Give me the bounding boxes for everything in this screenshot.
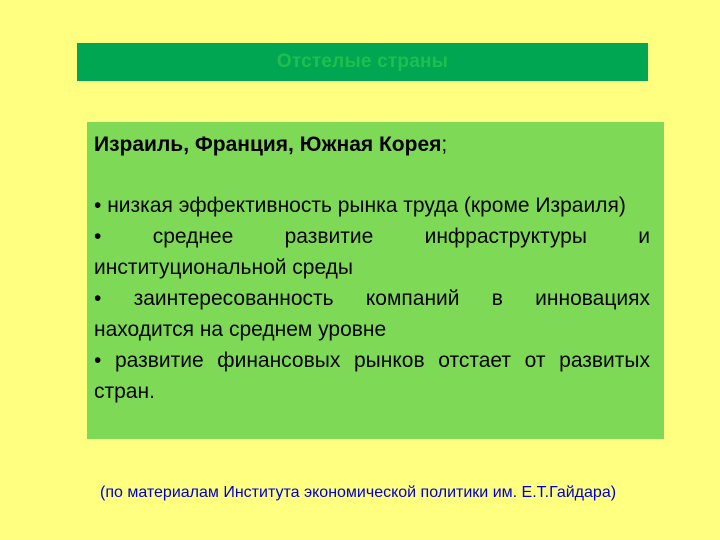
bullet-text: низкая эффективность рынка труда (кроме Израиля) <box>107 194 626 217</box>
bullet-text: заинтересованность компаний в инновациях находится на среднем уровне <box>94 287 650 341</box>
bullet-item <box>94 221 650 283</box>
bullet-item <box>94 345 650 407</box>
countries-line <box>94 130 650 160</box>
bullet-item <box>94 190 650 221</box>
bullet-item <box>94 283 650 345</box>
bullet-glyph: • <box>94 225 102 248</box>
bullet-glyph: • <box>94 349 102 372</box>
content-box <box>87 122 664 439</box>
bullet-text: развитие финансовых рынков отстает от развитых стран. <box>94 349 650 403</box>
countries-names: Израиль, Франция, Южная Корея <box>94 133 442 156</box>
bullet-glyph: • <box>94 194 102 217</box>
bullet-text: среднее развитие инфраструктуры и институциональной среды <box>94 225 650 279</box>
bullet-glyph: • <box>94 287 102 310</box>
bullet-list <box>94 190 650 407</box>
slide-title-bar <box>77 43 648 81</box>
countries-punct: ; <box>441 133 448 156</box>
slide-title: Отстелые страны <box>276 51 449 72</box>
source-note: (по материалам Института экономической политики им. Е.Т.Гайдара) <box>100 484 617 501</box>
